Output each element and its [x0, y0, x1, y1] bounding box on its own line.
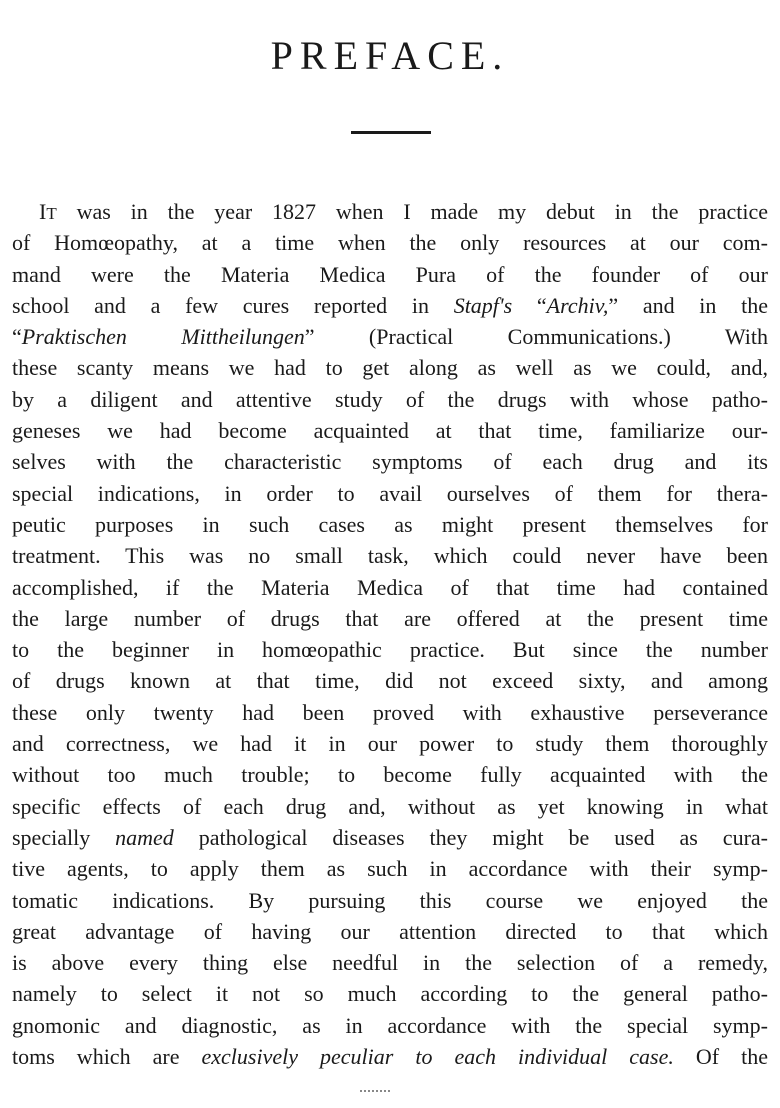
- line-text: ” (Practical Communications.) With: [304, 324, 768, 350]
- text-lines: [12, 227, 768, 1072]
- initial-capital: I: [39, 199, 47, 224]
- line-text: great advantage of having our attention directed to that which: [12, 918, 768, 944]
- line-text: of drugs known at that time, did not exceed sixty, and among: [12, 668, 768, 694]
- line-text: treatment. This was no small task, which could never have been: [12, 543, 768, 569]
- text-line: [12, 259, 768, 290]
- text-line: [12, 853, 768, 884]
- text-line: [12, 384, 768, 415]
- text-line: [12, 446, 768, 477]
- line-text: by a diligent and attentive study of the drugs with whose patho-: [12, 386, 768, 412]
- text-line: [12, 1010, 768, 1041]
- text-line: [12, 603, 768, 634]
- text-line: [12, 415, 768, 446]
- text-line: [12, 916, 768, 947]
- line-text: gnomonic and diagnostic, as in accordance with the special symp-: [12, 1012, 768, 1038]
- text-line: [12, 697, 768, 728]
- title-rule: [351, 131, 431, 134]
- text-line: [12, 728, 768, 759]
- italic-text: exclusively peculiar to each individual case.: [201, 1044, 674, 1070]
- line-text: without too much trouble; to become fully acquainted with the: [12, 762, 768, 788]
- text-line: [12, 885, 768, 916]
- line-text: selves with the characteristic symptoms of each drug and its: [12, 449, 768, 475]
- line-text: of Homœopathy, at a time when the only resources at our com-: [12, 230, 768, 256]
- text-line: [12, 665, 768, 696]
- line-text: toms which are: [12, 1044, 202, 1070]
- text-line: [12, 478, 768, 509]
- line-text: school and a few cures reported in: [12, 292, 454, 318]
- line-text: specially: [12, 824, 116, 850]
- initial-small-caps: T: [46, 204, 57, 223]
- text-line: [12, 947, 768, 978]
- line-text: “: [512, 292, 547, 318]
- text-line: [12, 978, 768, 1009]
- line-text: is above every thing else needful in the selection of a remedy,: [12, 950, 768, 976]
- text-line: [12, 290, 768, 321]
- text-line: [12, 634, 768, 665]
- line-text: accomplished, if the Materia Medica of that time had contained: [12, 574, 768, 600]
- text-line: [12, 791, 768, 822]
- italic-text: named: [115, 824, 174, 850]
- text-line: [12, 540, 768, 571]
- line-text: namely to select it not so much according to the general patho-: [12, 981, 768, 1007]
- line-text: “: [12, 324, 22, 350]
- opening-line-text: was in the year 1827 when I made my debut in the practice: [56, 199, 768, 224]
- italic-text: Praktischen Mittheilungen: [21, 324, 305, 350]
- italic-text: Stapf's: [453, 292, 513, 318]
- text-line: [12, 227, 768, 258]
- line-text: these scanty means we had to get along as well as we could, and,: [12, 355, 768, 381]
- line-text: these only twenty had been proved with exhaustive perseverance: [12, 699, 768, 725]
- italic-text: Archiv,: [546, 292, 609, 318]
- line-text: and correctness, we had it in our power to study them thoroughly: [12, 731, 768, 757]
- line-text: tive agents, to apply them as such in accordance with their symp-: [12, 856, 768, 882]
- text-line: [12, 572, 768, 603]
- page-title: PREFACE.: [270, 33, 510, 78]
- preface-paragraph: [12, 196, 768, 1072]
- line-text: Of the: [673, 1044, 769, 1070]
- text-line: [12, 352, 768, 383]
- line-text: tomatic indications. By pursuing this course we enjoyed the: [12, 887, 768, 913]
- text-line: [12, 509, 768, 540]
- line-text: mand were the Materia Medica Pura of the founder of our: [12, 261, 768, 287]
- line-text: ” and in the: [608, 292, 768, 318]
- page-folio-mark: [360, 1090, 390, 1096]
- line-text: peutic purposes in such cases as might present themselves for: [12, 511, 768, 537]
- text-line: [12, 822, 768, 853]
- line-text: geneses we had become acquainted at that time, familiarize our-: [12, 418, 768, 444]
- text-line: [12, 321, 768, 352]
- line-text: to the beginner in homœopathic practice. But since the number: [12, 637, 768, 663]
- line-text: specific effects of each drug and, without as yet knowing in what: [12, 793, 768, 819]
- text-line: [12, 1041, 768, 1072]
- line-text: special indications, in order to avail ourselves of them for thera-: [12, 480, 768, 506]
- line-text: pathological diseases they might be used as cura-: [173, 824, 768, 850]
- line-text: the large number of drugs that are offered at the present time: [12, 605, 768, 631]
- text-line: [12, 196, 768, 227]
- text-line: [12, 759, 768, 790]
